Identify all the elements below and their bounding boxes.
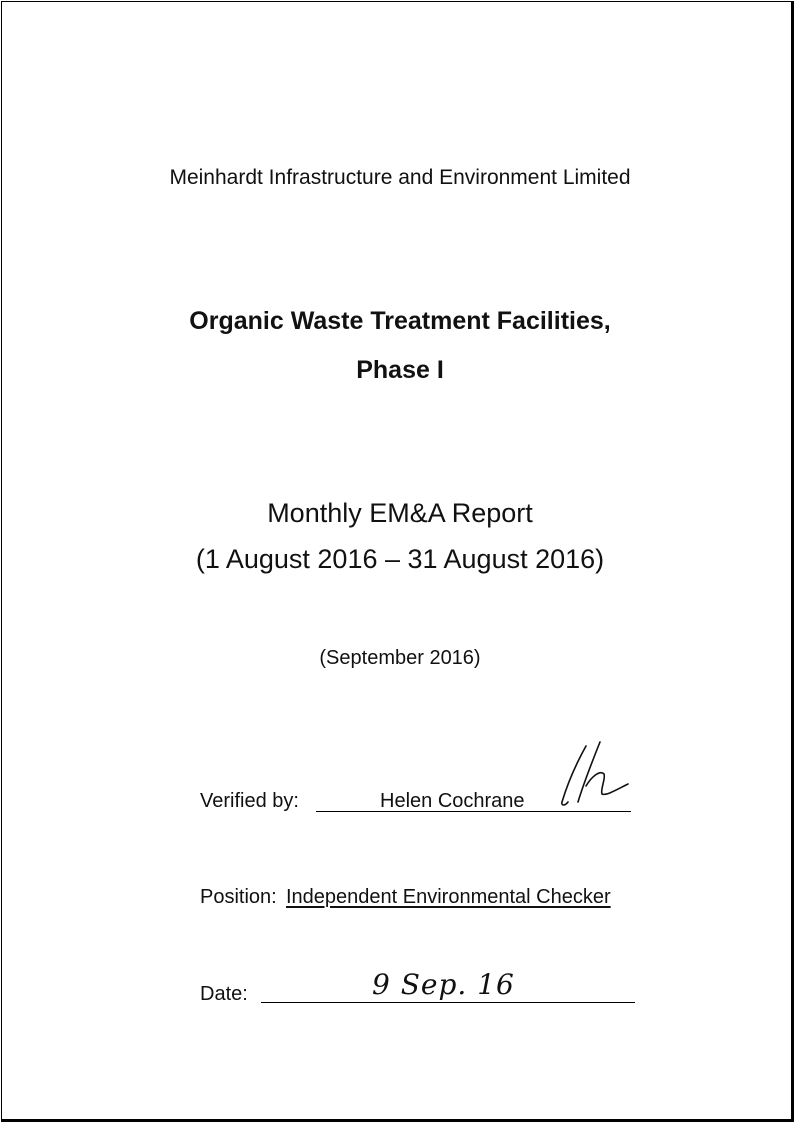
date-label: Date: [200, 983, 248, 1005]
verified-by-label: Verified by: [200, 790, 299, 812]
document-title-line-1: Organic Waste Treatment Facilities, [189, 307, 611, 335]
position-label: Position: [200, 886, 277, 908]
verifier-name: Helen Cochrane [380, 790, 525, 812]
document-title-line-2: Phase I [356, 356, 444, 384]
handwritten-signature [556, 740, 646, 812]
report-month: (September 2016) [319, 647, 481, 669]
company-name: Meinhardt Infrastructure and Environment Limited [169, 166, 631, 189]
report-period: (1 August 2016 – 31 August 2016) [195, 544, 605, 574]
handwritten-date: 9 Sep. 16 [372, 968, 515, 1001]
position-value: Independent Environmental Checker [286, 886, 611, 908]
date-line [261, 1002, 635, 1003]
report-type: Monthly EM&A Report [267, 498, 533, 528]
